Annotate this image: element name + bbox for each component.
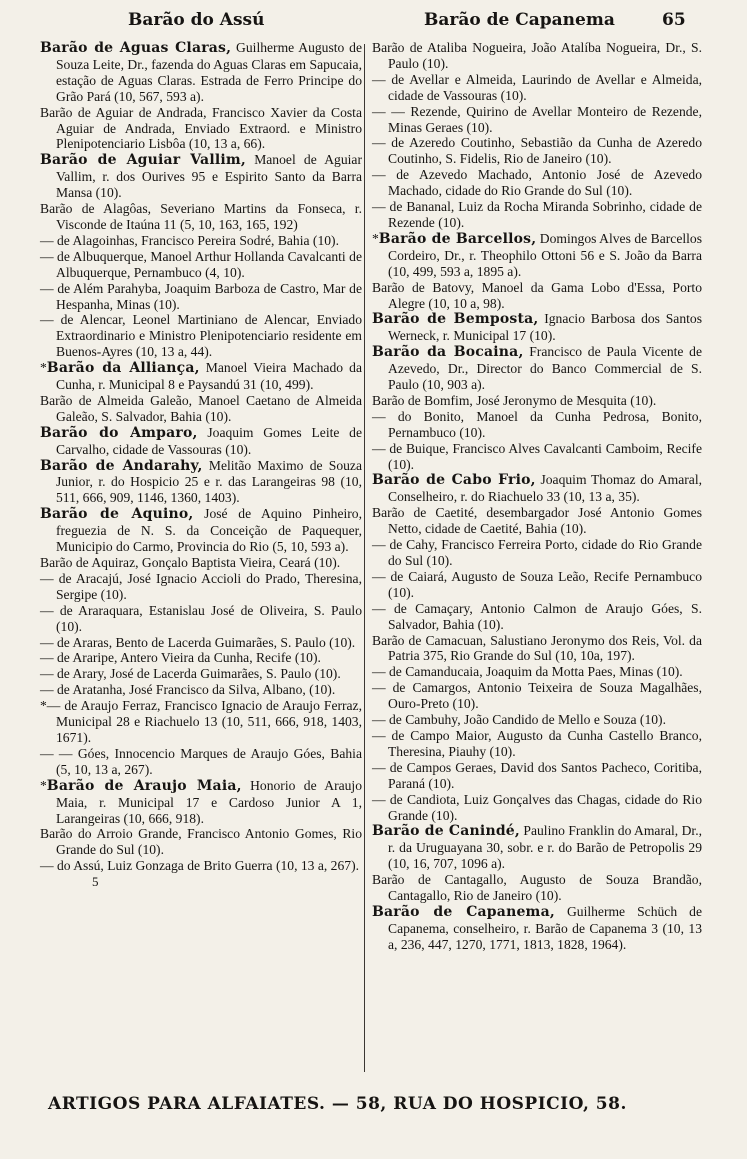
entry-text: Barão de Alagôas, Severiano Martins da Fonseca, r. Visconde de Itaúna 11 (5, 10, 163, 165, 192) [40,201,362,232]
directory-entry [40,555,362,571]
entry-title: Barão de Canindé, [372,823,520,840]
entry-text: Barão de Bomfim, José Jeronymo de Mesquita (10). [372,392,657,408]
entry-text: Barão do Arroio Grande, Francisco Antonio Gomes, Rio Grande do Sul (10). [40,826,362,858]
entry-text: José de Aquino Pinheiro, freguezia de N. S. da Conceição de Paquequer, Municipio do Carmo, Provincia do Rio (5, 10, 593 a). [56,506,362,555]
directory-entry [40,312,362,360]
entry-text: Barão de Batovy, Manoel da Gama Lobo d'Essa, Porto Alegre (10, 10 a, 98). [372,279,702,311]
entry-star-mark: * [40,777,47,793]
entry-text: — de Alencar, Leonel Martiniano de Alencar, Enviado Extraordinario e Ministro Plenipotenciario residente em Buenos-Ayres (10, 13 a, 44). [40,312,362,360]
page-number: 65 [662,10,686,30]
directory-entry [372,633,702,665]
directory-entry [40,698,362,746]
entry-text: — de Bananal, Luiz da Rocha Miranda Sobrinho, cidade de Rezende (10). [372,199,702,230]
entry-text: Joaquim Thomaz do Amaral, Conselheiro, r. do Riachuelo 33 (10, 13 a, 35). [388,472,702,505]
entry-text: — de Campo Maior, Augusto da Cunha Castello Branco, Theresina, Piauhy (10). [372,727,702,759]
entry-text: Barão de Aquiraz, Gonçalo Baptista Vieira, Ceará (10). [40,555,341,570]
directory-entry [372,680,702,712]
entry-text: — de Araujo Ferraz, Francisco Ignacio de Araujo Ferraz, Municipal 28 e Riachuelo 13 (10, 511, 666, 918, 1403, 1671). [46,698,362,745]
entry-text: Barão de Ataliba Nogueira, João Atalíba Nogueira, Dr., S. Paulo (10). [372,40,702,71]
entry-text: — de Candiota, Luiz Gonçalves das Chagas, cidade do Rio Grande (10). [372,791,702,823]
entry-title: Barão da Bocaina, [372,344,524,361]
directory-entry [372,792,702,824]
entry-title: Barão de Aquino, [40,506,194,523]
directory-entry [40,249,362,281]
directory-entry [372,311,702,344]
directory-entry [372,823,702,872]
entry-text: Barão de Cantagallo, Augusto de Souza Brandão, Cantagallo, Rio de Janeiro (10). [372,872,702,904]
directory-entry [372,664,702,680]
entry-text: — de Aracajú, José Ignacio Accioli do Prado, Theresina, Sergipe (10). [40,570,362,602]
header-left-entry: Barão do Assú [128,10,265,30]
directory-entry [372,872,702,904]
directory-entry [40,603,362,635]
directory-entry [40,105,362,153]
directory-entry [40,635,362,651]
right-column [372,40,702,953]
entry-text: — de Camargos, Antonio Teixeira de Souza Magalhães, Ouro-Preto (10). [372,680,702,712]
entry-text: Francisco de Paula Vicente de Azevedo, Dr., Director do Banco Commercial de S. Paulo (10, 903 a). [388,344,702,393]
directory-entry [40,393,362,425]
entry-title: Barão de Andarahy, [40,457,203,474]
directory-entry [372,728,702,760]
directory-entry [372,441,702,473]
directory-entry [40,201,362,233]
directory-entry [372,712,702,728]
page-header [0,6,747,32]
entry-text: Manoel Vieira Machado da Cunha, r. Municipal 8 e Paysandú 31 (10, 499). [56,360,363,393]
entry-text: Guilherme Schüch de Capanema, conselheiro, r. Barão de Capanema 3 (10, 13 a, 236, 447, 1270, 1771, 1813, 1828, 1964). [388,903,702,952]
directory-entry [40,650,362,666]
entry-text: Barão de Caetité, desembargador José Antonio Gomes Netto, cidade de Caetité, Bahia (10). [372,505,702,537]
directory-entry [372,601,702,633]
footer-advertisement: ARTIGOS PARA ALFAIATES. — 58, RUA DO HOSPICIO, 58. [48,1094,627,1114]
directory-entry [372,537,702,569]
entry-text: — — Rezende, Quirino de Avellar Monteiro de Rezende, Minas Geraes (10). [372,103,702,135]
entry-title: Barão do Amparo, [40,424,198,441]
entry-text: Paulino Franklin do Amaral, Dr., r. da Uruguayana 30, sobr. e r. do Barão de Petropolis 29 (10, 16, 707, 1096 a). [388,823,702,872]
entry-text: — — Góes, Innocencio Marques de Araujo Góes, Bahia (5, 10, 13 a, 267). [40,745,362,777]
directory-entry [372,505,702,537]
directory-entry [40,666,362,682]
directory-entry [372,40,702,72]
directory-entry [40,458,362,507]
entry-text: Manoel de Aguiar Vallim, r. dos Ourives 95 e Espirito Santo da Barra Mansa (10). [56,152,362,201]
entry-text: — de Alagoinhas, Francisco Pereira Sodré, Bahia (10). [40,232,339,248]
entry-text: — de Arary, José de Lacerda Guimarães, S. Paulo (10). [40,666,341,682]
directory-entry [372,472,702,505]
directory-entry [372,199,702,231]
entry-text: Barão de Aguiar de Andrada, Francisco Xavier da Costa Aguiar de Andrada, Enviado Extraord. e Ministro Plenipotenciario Lisbôa (10, 13 a, 66). [40,104,362,152]
directory-entry [40,281,362,313]
directory-entry [372,569,702,601]
entry-text: Barão de Camacuan, Salustiano Jeronymo dos Reis, Vol. da Patria 375, Rio Grande do Sul (10, 10a, 197). [372,632,702,664]
entry-text: — de Azevedo Machado, Antonio José de Azevedo Machado, cidade do Rio Grande do Sul (10). [372,167,702,199]
entry-text: Barão de Almeida Galeão, Manoel Caetano de Almeida Galeão, S. Salvador, Bahia (10). [40,392,362,424]
entry-text: — de Campos Geraes, David dos Santos Pacheco, Coritiba, Paraná (10). [372,759,702,791]
entry-text: Honorio de Araujo Maia, r. Municipal 17 e Cardoso Junior A 1, Larangeiras (10, 666, 918). [56,777,362,826]
entry-text: — de Azeredo Coutinho, Sebastião da Cunha de Azeredo Coutinho, S. Fidelis, Rio de Janeiro (10). [372,135,702,167]
directory-entry [372,104,702,136]
entry-text: Melitão Maximo de Souza Junior, r. do Hospicio 25 e r. das Larangeiras 98 (10, 511, 666, 909, 1146, 1360, 1403). [56,457,362,506]
directory-entry [40,682,362,698]
directory-entry [40,152,362,201]
directory-entry [372,231,702,280]
entry-title: Barão de Barcellos, [378,230,537,247]
entry-text: — de Cahy, Francisco Ferreira Porto, cidade do Rio Grande do Sul (10). [372,537,702,568]
entry-star-mark: * [40,360,47,376]
directory-entry [40,233,362,249]
entry-text: — de Caiará, Augusto de Souza Leão, Recife Pernambuco (10). [372,568,702,600]
column-divider [364,44,365,1072]
entry-title: Barão de Cabo Frio, [372,472,536,489]
entry-text: — de Camaçary, Antonio Calmon de Araujo Góes, S. Salvador, Bahia (10). [372,600,702,632]
entry-text: Guilherme Augusto de Souza Leite, Dr., fazenda do Aguas Claras em Sapucaia, estação de Aguas Claras. Estrada de Ferro Principe do Grão Pará (10, 567, 593 a). [56,40,362,104]
directory-entry [40,858,362,874]
entry-text: — de Além Parahyba, Joaquim Barboza de Castro, Mar de Hespanha, Minas (10). [40,280,362,312]
entry-star-mark: * [372,230,379,246]
entry-text: — de Avellar e Almeida, Laurindo de Avellar e Almeida, cidade de Vassouras (10). [372,71,702,103]
directory-entry [372,344,702,393]
entry-text: — do Assú, Luiz Gonzaga de Brito Guerra (10, 13 a, 267). [40,858,360,874]
entry-title: Barão de Araujo Maia, [46,777,242,794]
directory-entry [372,167,702,199]
directory-entry [372,760,702,792]
entry-text: — de Albuquerque, Manoel Arthur Hollanda Cavalcanti de Albuquerque, Pernambuco (4, 10). [40,248,362,280]
entry-title: Barão de Capanema, [372,903,555,920]
entry-title: Barão da Alliança, [46,360,200,377]
signature-mark: 5 [92,874,99,890]
entry-text: Joaquim Gomes Leite de Carvalho, cidade de Vassouras (10). [56,424,362,457]
entry-text: — de Araripe, Antero Vieira da Cunha, Recife (10). [40,650,321,666]
entry-star-mark: * [40,698,47,714]
directory-entry [372,409,702,441]
directory-entry [372,904,702,953]
entry-text: Domingos Alves de Barcellos Cordeiro, Dr., r. Theophilo Ottoni 56 e S. João da Barra (10, 499, 593 a, 1895 a). [388,230,702,279]
directory-entry [40,360,362,393]
left-column [40,40,362,890]
entry-title: Barão de Bemposta, [372,311,539,328]
entry-text: — do Bonito, Manoel da Cunha Pedrosa, Bonito, Pernambuco (10). [372,408,702,440]
directory-entry [40,40,362,105]
directory-entry [372,280,702,312]
directory-entry [40,425,362,458]
directory-entry [372,72,702,104]
entry-text: Ignacio Barbosa dos Santos Werneck, r. Municipal 17 (10). [388,311,702,344]
directory-entry [372,135,702,167]
entry-text: — de Araras, Bento de Lacerda Guimarães, S. Paulo (10). [40,634,356,650]
entry-text: — de Cambuhy, João Candido de Mello e Souza (10). [372,712,666,728]
entry-text: — de Camanducaia, Joaquim da Motta Paes, Minas (10). [372,664,683,680]
entry-text: — de Araraquara, Estanislau José de Oliveira, S. Paulo (10). [40,602,362,634]
header-right-entry: Barão de Capanema [424,10,615,30]
entry-text: — de Aratanha, José Francisco da Silva, Albano, (10). [40,682,336,698]
directory-entry [40,506,362,555]
entry-title: Barão de Aguas Claras, [40,40,232,56]
directory-entry [372,393,702,409]
directory-entry [40,778,362,827]
entry-title: Barão de Aguiar Vallim, [40,152,246,169]
entry-text: — de Buique, Francisco Alves Cavalcanti Camboim, Recife (10). [372,440,702,472]
directory-entry [40,826,362,858]
directory-entry [40,746,362,778]
directory-entry [40,571,362,603]
